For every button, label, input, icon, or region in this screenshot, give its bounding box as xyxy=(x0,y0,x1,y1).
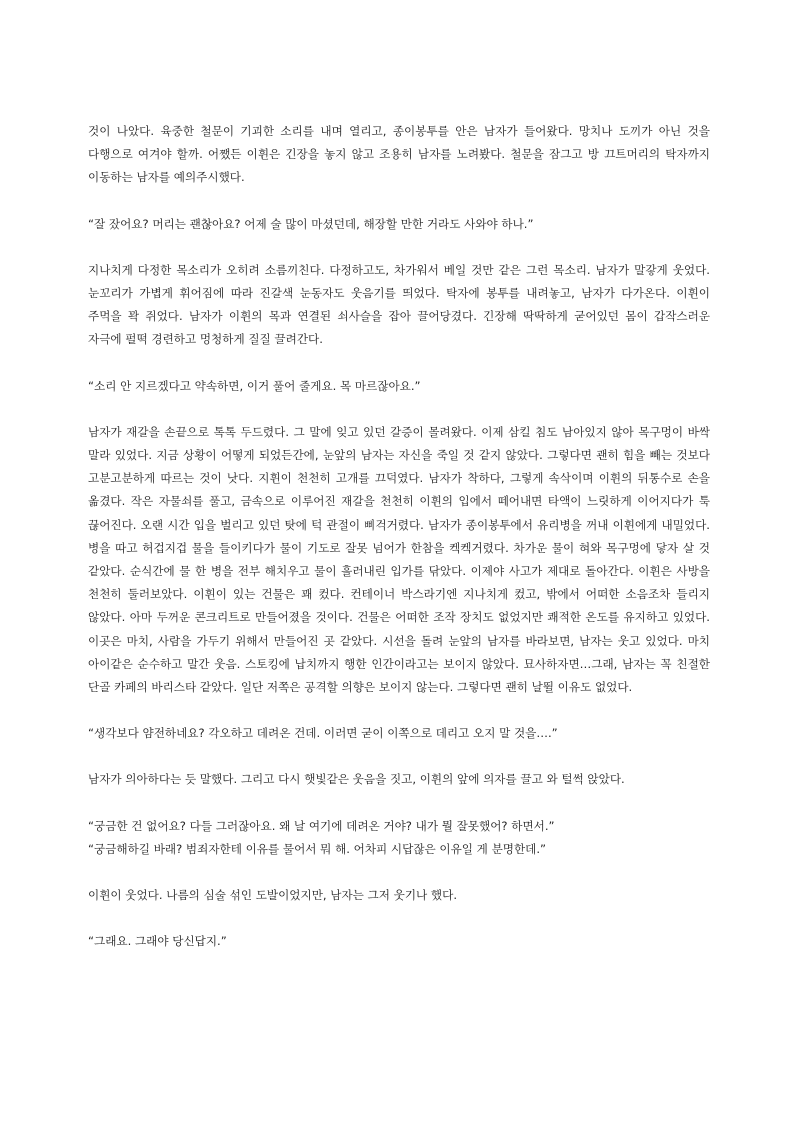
paragraph-4: 남자가 의아하다는 듯 말했다. 그리고 다시 햇빛같은 웃음을 짓고, 이휜의 앞에 의자를 끌고 와 털썩 앉았다. xyxy=(88,772,625,787)
dialogue-3: “생각보다 얌전하네요? 각오하고 데려온 건데. 이러면 굳이 이쪽으로 데리고 오지 말 것을….” xyxy=(88,726,558,741)
paragraph-1: 것이 나았다. 육중한 철문이 기괴한 소리를 내며 열리고, 종이봉투를 안은 남자가 들어왔다. 망치나 도끼가 아닌 것을 다행으로 여겨야 할까. 어쨌든 이휜은 긴장을 놓지 않고 조용히 남자를 노려봤다. 철문을 잠그고 방 끄트머리의 탁자까지 이동하는 남자를 예의주시했다. xyxy=(88,124,710,185)
document-page xyxy=(88,120,710,953)
dialogue-4: “궁금한 건 없어요? 다들 그러잖아요. 왜 날 여기에 데려온 거야? 내가 뭘 잘못했어? 하면서.” xyxy=(88,818,555,833)
dialogue-1: “잘 잤어요? 머리는 괜찮아요? 어제 술 많이 마셨던데, 해장할 만한 거라도 사와야 하나.” xyxy=(88,216,534,231)
dialogue-5: “궁금해하길 바래? 범죄자한테 이유를 물어서 뭐 해. 어차피 시답잖은 이유일 게 분명한데.” xyxy=(88,841,547,856)
paragraph-3: 남자가 재갈을 손끝으로 톡톡 두드렸다. 그 말에 잊고 있던 갈증이 몰려왔다. 이제 삼킬 침도 남아있지 않아 목구멍이 바싹 말라 있었다. 지금 상황이 어떻게 되었든간에, 눈앞의 남자는 자신을 죽일 것 같지 않았다. 그렇다면 괜히 힘을 빼는 것보다 고분고분하게 따르는 것이 낫다. 지휜이 천천히 고개를 끄덕였다. 남자가 착하다, 그렇게 속삭이며 이휜의 뒤통수로 손을 옮겼다. 작은 자물쇠를 풀고, 금속으로 이루어진 재갈을 천천히 이휜의 입에서 떼어내면 타액이 느릿하게 이어지다가 툭 끊어진다. 오랜 시간 입을 벌리고 있던 탓에 턱 관절이 삐걱거렸다. 남자가 종이봉투에서 유리병을 꺼내 이휜에게 내밀었다. 병을 따고 허겁지겁 물을 들이키다가 물이 기도로 잘못 넘어가 한참을 켁켁거렸다. 차가운 물이 혀와 목구멍에 닿자 살 것 같았다. 순식간에 물 한 병을 전부 해치우고 물이 흘러내린 입가를 닦았다. 이제야 사고가 제대로 돌아간다. 이휜은 사방을 천천히 둘러보았다. 이휜이 있는 건물은 꽤 컸다. 컨테이너 박스라기엔 지나치게 컸고, 밖에서 어떠한 소음조차 들리지 않았다. 아마 두꺼운 콘크리트로 만들어졌을 것이다. 건물은 어떠한 조작 장치도 없었지만 쾌적한 온도를 유지하고 있었다. 이곳은 마치, 사람을 가두기 위해서 만들어진 곳 같았다. 시선을 돌려 눈앞의 남자를 바라보면, 남자는 웃고 있었다. 마치 아이같은 순수하고 말간 웃음. 스토킹에 납치까지 행한 인간이라고는 보이지 않았다. 묘사하자면…그래, 남자는 꼭 친절한 단골 카페의 바리스타 같았다. 일단 저쪽은 공격할 의향은 보이지 않는다. 그렇다면 괜히 날뛸 이유도 없었다. xyxy=(88,424,710,695)
paragraph-5: 이휜이 웃었다. 나름의 심술 섞인 도발이었지만, 남자는 그저 웃기나 했다. xyxy=(88,888,458,903)
dialogue-6: “그래요. 그래야 당신답지.” xyxy=(88,934,227,949)
paragraph-2: 지나치게 다정한 목소리가 오히려 소름끼친다. 다정하고도, 차가워서 베일 것만 같은 그런 목소리. 남자가 말갛게 웃었다. 눈꼬리가 가볍게 휘어짐에 따라 진갈색 눈동자도 웃음기를 띄었다. 탁자에 봉투를 내려놓고, 남자가 다가온다. 이휜이 주먹을 꽉 쥐었다. 남자가 이휜의 목과 연결된 쇠사슬을 잡아 끌어당겼다. 긴장해 딱딱하게 굳어있던 몸이 갑작스러운 자극에 펄떡 경련하고 멍청하게 질질 끌려간다. xyxy=(88,262,710,347)
dialogue-2: “소리 안 지르겠다고 약속하면, 이거 풀어 줄게요. 목 마르잖아요.” xyxy=(88,378,421,393)
